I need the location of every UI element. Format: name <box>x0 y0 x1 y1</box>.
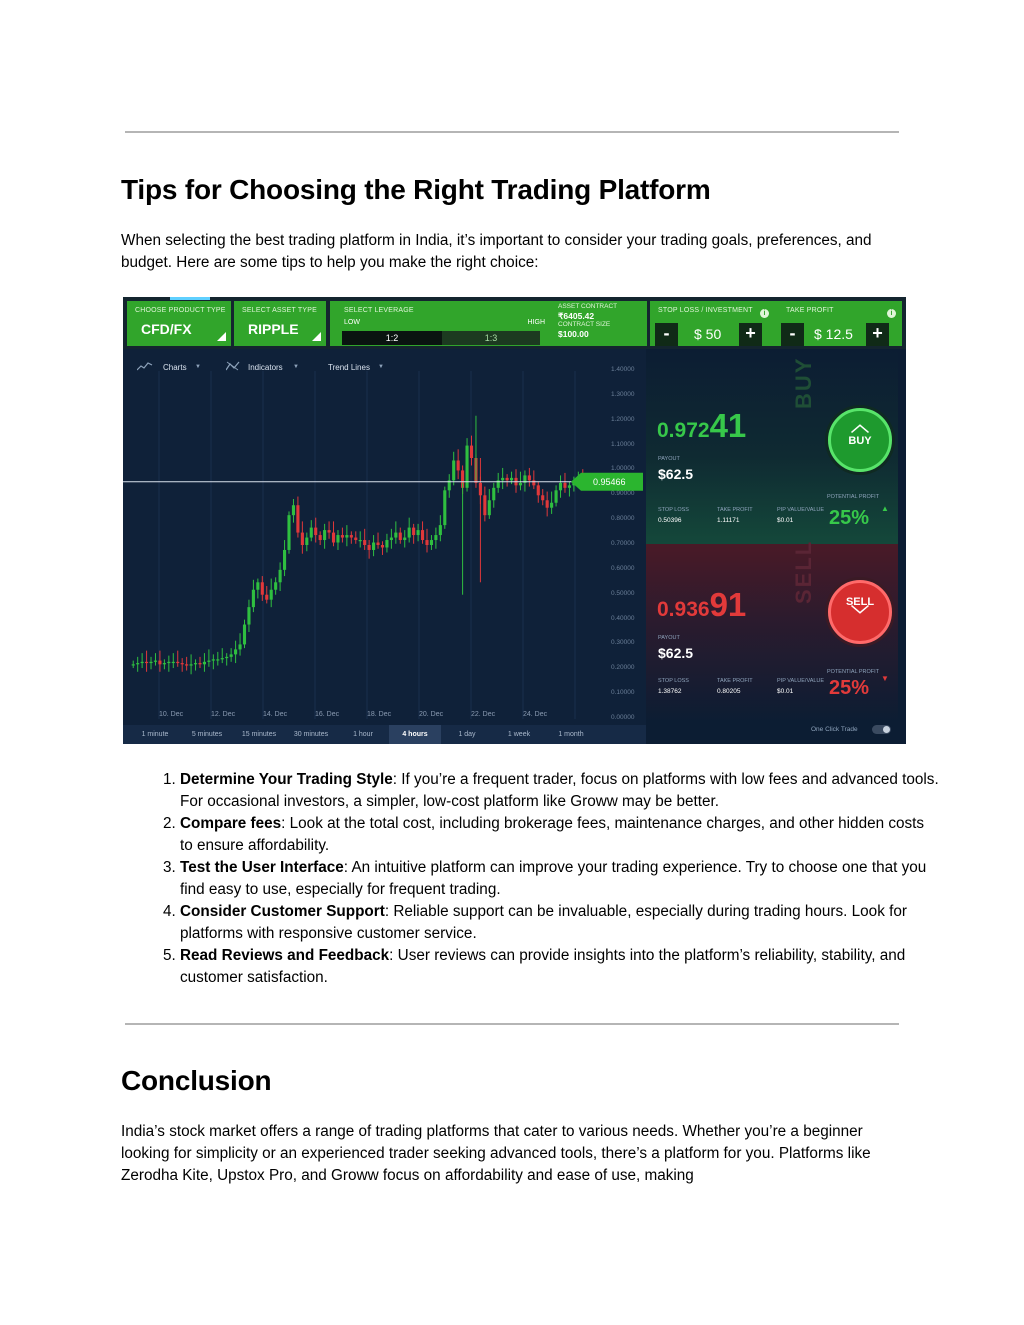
candle <box>163 663 166 664</box>
candle <box>319 535 322 540</box>
timeframe-bar <box>123 725 646 744</box>
candle <box>238 644 241 649</box>
sell-zone <box>646 539 898 722</box>
list-item: 5. Read Reviews and Feedback: User reviews can provide insights into the platform’s reliability, stability, and customer satisfaction. <box>180 945 940 989</box>
timeframe-button[interactable]: 30 minutes <box>293 731 329 738</box>
y-tick-label: 0.60000 <box>611 564 635 572</box>
candle <box>336 535 339 542</box>
charts-menu[interactable]: Charts <box>163 363 187 372</box>
intro-paragraph: When selecting the best trading platform in India, it’s important to consider your trading goals, preferences, and budget. Here are some tips to help you make the right choice: <box>121 232 872 271</box>
candle <box>185 664 188 665</box>
candle <box>425 540 428 545</box>
y-tick-label: 0.30000 <box>611 639 635 647</box>
candle <box>385 540 388 547</box>
candle <box>376 543 379 545</box>
trend-lines-menu[interactable]: Trend Lines <box>328 363 370 372</box>
buy-take-profit: 1.11171 <box>717 517 740 524</box>
candle <box>568 485 571 487</box>
sell-take-profit-label: TAKE PROFIT <box>717 678 753 684</box>
sell-take-profit: 0.80205 <box>717 688 741 695</box>
one-click-trade-label: One Click Trade <box>811 726 858 733</box>
leverage-option-selected[interactable]: 1:2 <box>342 331 442 345</box>
candle <box>350 535 353 537</box>
candle <box>252 590 255 607</box>
candle <box>563 483 566 488</box>
timeframe-button[interactable]: 1 week <box>507 731 531 738</box>
candle <box>443 490 446 525</box>
buy-payout: $62.5 <box>658 466 694 482</box>
asset-type-caption: SELECT ASSET TYPE <box>242 307 317 314</box>
candle <box>149 662 152 663</box>
list-item: 2. Compare fees: Look at the total cost, including brokerage fees, maintenance charges, and other hidden costs to ensure affordability. <box>180 813 940 857</box>
take-profit-caption: TAKE PROFIT <box>786 307 834 314</box>
candle <box>559 483 562 490</box>
info-icon[interactable]: i <box>887 309 896 318</box>
x-tick-label: 10. Dec <box>159 711 184 718</box>
chevron-down-icon: ▼ <box>378 364 384 370</box>
sell-stop-loss: 1.38762 <box>658 688 682 695</box>
y-tick-label: 1.10000 <box>611 440 635 448</box>
sell-stop-loss-label: STOP LOSS <box>658 678 689 684</box>
candle <box>408 528 411 538</box>
x-tick-label: 12. Dec <box>211 711 236 718</box>
y-tick-label: 0.50000 <box>611 589 635 597</box>
buy-watermark: BUY <box>791 356 816 409</box>
y-tick-label: 0.10000 <box>611 689 635 697</box>
asset-contract-value: ₹6405.42 <box>558 311 595 321</box>
candle <box>363 540 366 545</box>
candle <box>265 595 268 600</box>
candle <box>394 533 397 538</box>
candle <box>314 528 317 535</box>
leverage-caption: SELECT LEVERAGE <box>344 307 414 314</box>
timeframe-button[interactable]: 4 hours <box>389 725 441 744</box>
candle <box>541 495 544 500</box>
candle <box>390 538 393 540</box>
candle <box>212 659 215 660</box>
candle <box>301 533 304 545</box>
candle <box>372 543 375 550</box>
buy-stop-loss-label: STOP LOSS <box>658 507 689 513</box>
candle <box>359 540 362 541</box>
candle <box>292 505 295 515</box>
top-divider <box>125 131 899 133</box>
buy-potential-label: POTENTIAL PROFIT <box>827 494 880 500</box>
candle <box>403 538 406 540</box>
candle <box>341 535 344 537</box>
candle <box>421 530 424 540</box>
sell-pip: $0.01 <box>777 688 794 695</box>
triangle-down-icon: ▼ <box>881 674 889 683</box>
take-profit-plus-button[interactable]: + <box>866 323 889 346</box>
sell-button[interactable]: SELL ﹀ <box>828 580 892 644</box>
sell-pip-label: PIP VALUE/VALUE <box>777 678 825 684</box>
product-type-selector[interactable] <box>127 301 231 346</box>
leverage-high-label: HIGH <box>527 319 545 326</box>
candle <box>345 535 348 537</box>
candle <box>172 662 175 663</box>
candle <box>176 662 179 663</box>
x-tick-label: 14. Dec <box>263 711 288 718</box>
candle <box>132 664 135 665</box>
leverage-low-label: LOW <box>344 319 360 326</box>
buy-price: 0.97241 <box>657 407 747 444</box>
candle <box>221 658 224 659</box>
sell-price: 0.93691 <box>657 586 747 623</box>
y-tick-label: 1.00000 <box>611 465 635 473</box>
candle <box>261 582 264 594</box>
leverage-option[interactable]: 1:3 <box>484 333 498 343</box>
candle <box>234 649 237 654</box>
buy-pip: $0.01 <box>777 517 794 524</box>
candle <box>207 661 210 662</box>
timeframe-button[interactable]: 1 day <box>458 731 476 738</box>
section-heading-tips: Tips for Choosing the Right Trading Platform <box>121 174 711 205</box>
leverage-slider[interactable] <box>342 331 540 345</box>
candle <box>154 661 157 662</box>
candle <box>310 528 313 538</box>
sell-payout: $62.5 <box>658 645 694 661</box>
y-tick-label: 0.40000 <box>611 614 635 622</box>
candle <box>287 515 290 550</box>
buy-zone <box>646 349 898 544</box>
candle <box>296 505 299 532</box>
stop-loss-value: $ 50 <box>694 326 722 342</box>
product-type-caption: CHOOSE PRODUCT TYPE <box>135 307 226 314</box>
candle <box>158 661 161 665</box>
indicators-menu[interactable]: Indicators <box>248 363 283 372</box>
asset-contract-caption: ASSET CONTRACT <box>558 303 618 310</box>
candle <box>434 535 437 540</box>
candle <box>354 538 357 540</box>
leverage-selector <box>330 301 647 346</box>
take-profit-value: $ 12.5 <box>814 326 853 342</box>
candle <box>328 530 331 532</box>
candle <box>399 533 402 540</box>
candle <box>230 654 233 656</box>
triangle-up-icon: ▲ <box>881 504 889 513</box>
candle <box>274 582 277 589</box>
list-item: 1. Determine Your Trading Style: If you’re a frequent trader, focus on platforms with low fees and advanced tools. For occasional investors, a simpler, low-cost platform like Groww may be better. <box>180 769 940 813</box>
y-tick-label: 0.90000 <box>611 490 635 498</box>
candle <box>519 483 522 485</box>
candle <box>452 460 455 480</box>
list-item: 4. Consider Customer Support: Reliable support can be invaluable, especially during trading hours. Look for platforms with responsive customer service. <box>180 901 940 945</box>
contract-size-value: $100.00 <box>558 329 589 339</box>
candle <box>470 446 473 458</box>
trade-panel <box>646 349 906 744</box>
y-tick-label: 0.00000 <box>611 714 635 721</box>
candle <box>483 495 486 515</box>
candle <box>167 662 170 663</box>
one-click-trade-toggle[interactable] <box>872 725 891 734</box>
x-tick-label: 22. Dec <box>471 711 496 718</box>
candle <box>145 662 148 663</box>
candle <box>256 582 259 589</box>
candle <box>457 460 460 470</box>
timeframe-button[interactable]: 5 minutes <box>191 731 223 738</box>
stop-loss-plus-button[interactable]: + <box>739 323 762 346</box>
candle <box>381 545 384 547</box>
candle <box>332 533 335 543</box>
candle <box>203 662 206 664</box>
stop-loss-take-profit-panel <box>650 301 902 346</box>
price-chart <box>123 349 646 744</box>
y-tick-label: 1.20000 <box>611 415 635 423</box>
stop-loss-caption: STOP LOSS / INVESTMENT <box>658 307 753 314</box>
tips-list <box>150 769 940 989</box>
candle <box>305 538 308 545</box>
candle <box>555 490 558 502</box>
sell-potential-label: POTENTIAL PROFIT <box>827 669 880 675</box>
chevron-up-icon: ︿ <box>851 415 869 435</box>
candle <box>439 525 442 535</box>
section-heading-conclusion: Conclusion <box>121 1065 272 1096</box>
candle <box>270 590 273 600</box>
middle-divider <box>125 1023 899 1025</box>
sell-watermark: SELL <box>791 539 816 604</box>
candle <box>537 485 540 495</box>
candle <box>181 663 184 664</box>
candle <box>198 663 201 664</box>
y-tick-label: 0.80000 <box>611 515 635 523</box>
candle <box>546 500 549 507</box>
chevron-down-icon: ﹀ <box>851 605 869 625</box>
candle <box>141 662 144 663</box>
candle <box>412 528 415 535</box>
current-price-label: 0.95466 <box>593 477 626 488</box>
dropdown-corner-icon <box>312 332 321 341</box>
asset-contract-info <box>558 303 638 348</box>
candle <box>190 664 193 665</box>
y-tick-label: 1.40000 <box>611 366 635 373</box>
y-tick-label: 0.70000 <box>611 540 635 547</box>
x-tick-label: 16. Dec <box>315 711 340 718</box>
candle <box>136 663 139 664</box>
buy-button[interactable]: ︿ BUY <box>828 408 892 472</box>
candle <box>243 625 246 645</box>
chevron-down-icon: ▼ <box>195 364 201 370</box>
y-tick-label: 1.30000 <box>611 390 635 398</box>
stop-loss-minus-button[interactable]: - <box>655 323 678 346</box>
candle <box>225 657 228 658</box>
candle <box>368 545 371 550</box>
conclusion-paragraph: India’s stock market offers a range of trading platforms that cater to various needs. Whether you’re a beginner looking for simplicity or an experienced trader seeking advanced tools, there’s a platform for you. Platforms like Zerodha Kite, Upstox Pro, and Groww focus on affordability and ease of use, making <box>121 1123 871 1184</box>
buy-take-profit-label: TAKE PROFIT <box>717 507 753 513</box>
timeframe-button[interactable]: 1 minute <box>141 731 169 738</box>
list-item: 3. Test the User Interface: An intuitive platform can improve your trading experience. Try to choose one that you find easy to use, especially for frequent trading. <box>180 857 940 901</box>
asset-type-selector[interactable] <box>234 301 326 346</box>
candle <box>501 478 504 480</box>
sell-potential: 25% <box>829 677 870 699</box>
candlestick-plot <box>123 349 646 725</box>
candle <box>247 607 250 624</box>
candle <box>430 540 433 545</box>
timeframe-button[interactable]: 15 minutes <box>241 731 277 738</box>
info-icon[interactable]: i <box>760 309 769 318</box>
asset-type-value: RIPPLE <box>248 321 299 337</box>
candle <box>510 478 513 480</box>
candle <box>216 659 219 660</box>
candle <box>194 663 197 664</box>
take-profit-minus-button[interactable]: - <box>781 323 804 346</box>
y-tick-label: 0.20000 <box>611 664 635 672</box>
buy-stop-loss: 0.50396 <box>658 517 682 524</box>
candle <box>417 530 420 535</box>
product-type-value: CFD/FX <box>141 321 192 337</box>
candle <box>506 478 509 480</box>
chevron-down-icon: ▼ <box>293 364 299 370</box>
candle <box>279 570 282 582</box>
trade-settings-bar <box>123 297 906 349</box>
candle <box>323 530 326 540</box>
buy-potential: 25% <box>829 507 870 529</box>
x-tick-label: 20. Dec <box>419 711 444 718</box>
x-tick-label: 18. Dec <box>367 711 392 718</box>
x-tick-label: 24. Dec <box>523 711 548 718</box>
contract-size-caption: CONTRACT SIZE <box>558 321 611 328</box>
trading-platform-screenshot <box>123 297 906 744</box>
candle <box>528 475 531 480</box>
sell-payout-label: PAYOUT <box>658 635 680 641</box>
candle <box>283 550 286 570</box>
timeframe-button[interactable]: 1 hour <box>353 731 373 738</box>
buy-pip-label: PIP VALUE/VALUE <box>777 507 825 513</box>
candle <box>532 480 535 485</box>
candle <box>492 488 495 500</box>
dropdown-corner-icon <box>217 332 226 341</box>
timeframe-button[interactable]: 1 month <box>558 731 584 738</box>
candle <box>550 503 553 508</box>
buy-payout-label: PAYOUT <box>658 456 680 462</box>
candle <box>488 500 491 515</box>
